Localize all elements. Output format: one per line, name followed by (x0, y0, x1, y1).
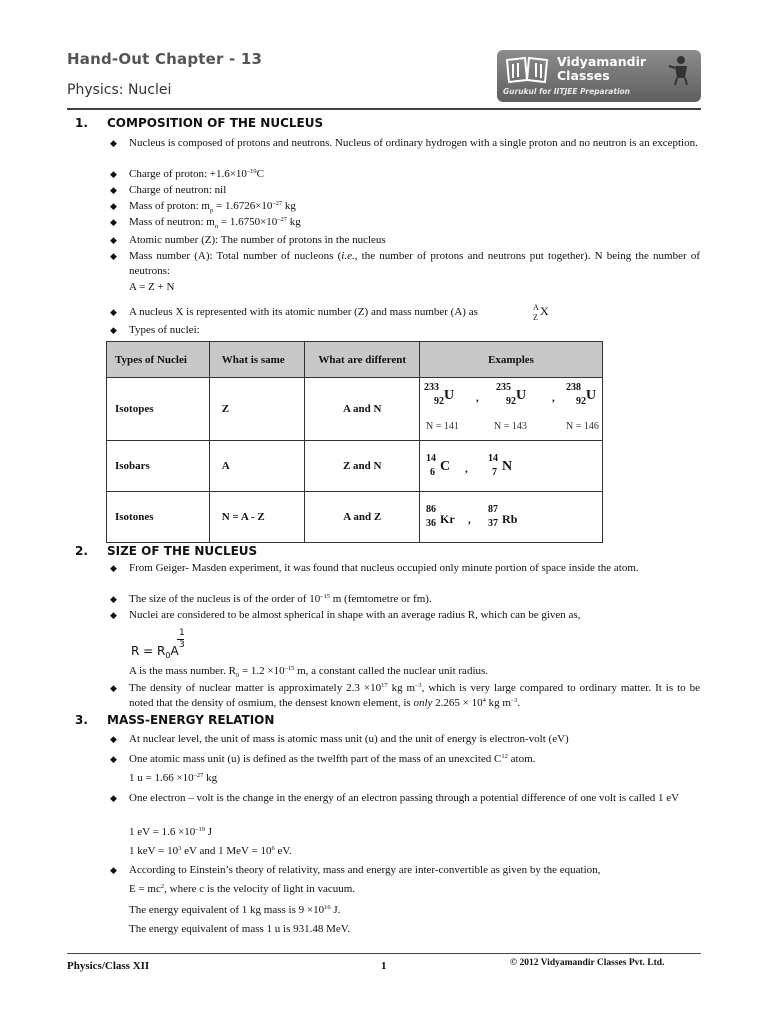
section-number: 3. (75, 713, 88, 727)
bullet-item: ◆ From Geiger- Masden experiment, it was found that nucleus occupied only minute portion of space inside the atom. (110, 562, 639, 574)
section-title: MASS-ENERGY RELATION (107, 713, 275, 727)
table-header-cell: What are different (305, 342, 420, 378)
diamond-bullet-icon: ◆ (110, 169, 117, 179)
diamond-bullet-icon: ◆ (110, 734, 117, 744)
bullet-item: ◆ One atomic mass unit (u) is defined as the twelfth part of the mass of an unexcited $C^{12}$ atom. (110, 753, 536, 765)
diamond-bullet-icon: ◆ (110, 594, 117, 604)
bullet-item: ◆ Types of nuclei: (110, 324, 200, 336)
diamond-bullet-icon: ◆ (110, 563, 117, 573)
section-heading (75, 713, 274, 727)
table-header-cell: What is same (209, 342, 305, 378)
diamond-bullet-icon: ◆ (110, 251, 117, 261)
neutron-count: N = 141 (426, 421, 459, 432)
text-line: The energy equivalent of 1 kg mass is $9 \times 10^{16}$ J. (129, 904, 341, 916)
separator-comma: , (552, 392, 555, 404)
section-number: 1. (75, 116, 88, 130)
neutron-count: N = 143 (494, 421, 527, 432)
diamond-bullet-icon: ◆ (110, 201, 117, 211)
bullet-item: ◆ The size of the nucleus is of the order of $10^{-15}$ m (femtometre or fm). (110, 593, 432, 605)
bullet-item: ◆ Mass of proton: $m_p = 1.6726\times 10^{-27}$ kg (110, 200, 296, 214)
page-number: 1 (381, 960, 387, 972)
examples-cell: 86 36 Kr , 87 37 Rb (420, 492, 603, 543)
bullet-item: ◆ Charge of proton: $+1.6\times 10^{-19}C$ (110, 168, 265, 180)
neutron-count: N = 146 (566, 421, 599, 432)
bullet-item: ◆ Atomic number (Z): The number of protons in the nucleus (110, 234, 386, 246)
diamond-bullet-icon: ◆ (110, 307, 117, 317)
text-line: 1 $u = 1.66 \times 10^{-27}$ kg (129, 772, 218, 784)
same-cell: A (209, 441, 305, 492)
examples-cell: 233 92 U , 235 92 U , 238 92 U N = 141 N = 143 N = 146 (420, 378, 603, 441)
footer-class-label: Physics/Class XII (67, 960, 150, 972)
text-line: The energy equivalent of mass 1 u is 931.48 MeV. (129, 923, 351, 935)
examples-cell: 14 6 C , 14 7 N (420, 441, 603, 492)
bullet-item: ◆ According to Einstein’s theory of relativity, mass and energy are inter-convertible as given by the equation, (110, 864, 601, 876)
diamond-bullet-icon: ◆ (110, 235, 117, 245)
diamond-bullet-icon: ◆ (110, 217, 117, 227)
logo-name-line1: Vidyamandir (557, 54, 647, 69)
different-cell: A and Z (305, 492, 420, 543)
section-heading (75, 116, 323, 130)
diamond-bullet-icon: ◆ (110, 610, 117, 620)
diamond-bullet-icon: ◆ (110, 325, 117, 335)
same-cell: N = A - Z (209, 492, 305, 543)
vidyamandir-logo (497, 50, 701, 102)
bullet-item: ◆ Nuclei are considered to be almost spherical in shape with an average radius R, which can be given as, (110, 609, 581, 621)
nuclear-radius-equation: 1 3 $R = R_0A$ (131, 628, 185, 660)
diamond-bullet-icon: ◆ (110, 754, 117, 764)
separator-comma: , (476, 392, 479, 404)
nuclide-symbol: X (540, 304, 549, 318)
text-line: A is the mass number. $R_0 = 1.2 \times 10^{-15}$ m, a constant called the nuclear unit radius. (129, 665, 489, 679)
bullet-item: ◆ The density of nuclear matter is approximately $2.3 \times 10^{17}$ kg $m^{-3}$, which is very large compared to ordinary matter. It is to be noted that the density of osmium, the densest known element, is only $2.265 \times 10^4$ kg $m^{-3}$. (110, 682, 700, 709)
diamond-bullet-icon: ◆ (110, 793, 117, 803)
same-cell: Z (209, 378, 305, 441)
table-header-row (107, 342, 603, 378)
page-subtitle: Physics: Nuclei (67, 82, 172, 98)
page-title: Hand-Out Chapter - 13 (67, 50, 263, 68)
exponent-denominator: 3 (179, 640, 185, 650)
section-title: SIZE OF THE NUCLEUS (107, 544, 258, 558)
nuclide-mass-number: A (533, 303, 539, 312)
nuclide-atomic-number: Z (533, 313, 538, 322)
footer-divider (67, 953, 701, 954)
nuclei-types-table (106, 341, 603, 543)
footer-copyright: © 2012 Vidyamandir Classes Pvt. Ltd. (510, 958, 665, 968)
bullet-item: ◆ Charge of neutron: nil (110, 184, 227, 196)
exponent-numerator: 1 (179, 628, 185, 638)
separator-comma: , (468, 514, 471, 526)
book-icon (505, 56, 549, 84)
separator-comma: , (465, 463, 468, 475)
section-number: 2. (75, 544, 88, 558)
bullet-item: ◆ A nucleus X is represented with its atomic number (Z) and mass number (A) as A Z X (110, 303, 700, 321)
bullet-item: ◆ One electron – volt is the change in the energy of an electron passing through a potential difference of one volt is called 1 eV (110, 792, 680, 804)
text-line: 1 eV = $1.6 \times 10^{-19}$ J (129, 826, 213, 838)
diamond-bullet-icon: ◆ (110, 683, 117, 693)
diamond-bullet-icon: ◆ (110, 138, 117, 148)
header-divider (67, 108, 701, 110)
section-title: COMPOSITION OF THE NUCLEUS (107, 116, 324, 130)
nucleus-type-cell: Isotones (107, 492, 210, 543)
table-header-cell: Types of Nuclei (107, 342, 210, 378)
diamond-bullet-icon: ◆ (110, 865, 117, 875)
bullet-item: ◆ At nuclear level, the unit of mass is atomic mass unit (u) and the unit of energy is electron-volt (eV) (110, 733, 569, 745)
diamond-bullet-icon: ◆ (110, 185, 117, 195)
nucleus-type-cell: Isotopes (107, 378, 210, 441)
text-line: 1 keV = $10^3$ eV and 1 MeV = $10^6$ eV. (129, 845, 292, 857)
teacher-figure-icon (665, 54, 695, 86)
different-cell: Z and N (305, 441, 420, 492)
nucleus-type-cell: Isobars (107, 441, 210, 492)
bullet-item: ◆ Mass number (A): Total number of nucleons (i.e., the number of protons and neutrons put together). N being the number of neutrons: (110, 250, 700, 277)
bullet-item: ◆ Nucleus is composed of protons and neutrons. Nucleus of ordinary hydrogen with a single proton and no neutron is an exception. (110, 137, 698, 149)
bullet-item: ◆ Mass of neutron: $m_n = 1.6750\times 10^{-27}$ kg (110, 216, 301, 230)
different-cell: A and N (305, 378, 420, 441)
table-header-cell: Examples (420, 342, 603, 378)
section-heading (75, 544, 257, 558)
table-row (107, 492, 603, 543)
table-row (107, 441, 603, 492)
equation-line: A = Z + N (129, 281, 175, 293)
table-row (107, 378, 603, 441)
logo-tagline: Gurukul for IITJEE Preparation (503, 87, 631, 96)
logo-name-line2: Classes (557, 68, 610, 83)
text-line: $E = mc^2$, where c is the velocity of light in vacuum. (129, 883, 356, 895)
